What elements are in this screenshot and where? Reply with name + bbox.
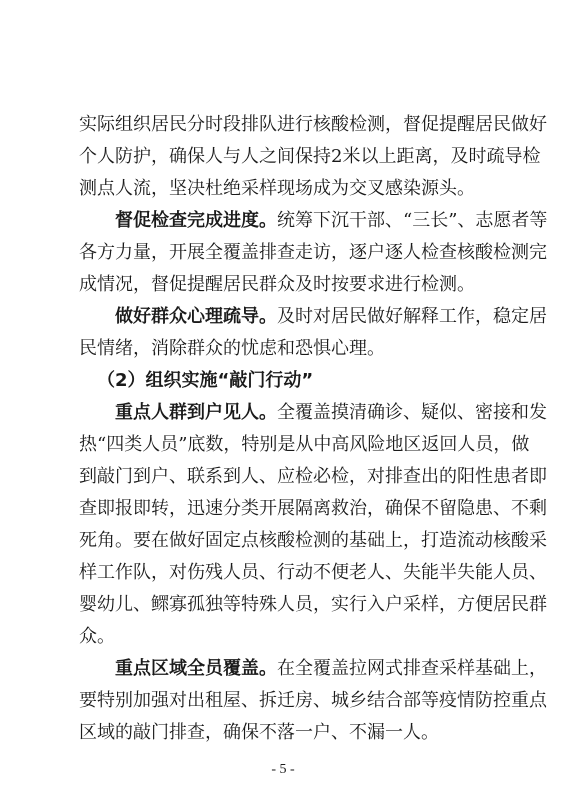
paragraph-heading: 重点人群到户见人。 — [115, 402, 277, 423]
paragraph-heading: 重点区域全员覆盖。 — [115, 658, 277, 679]
paragraph-first-line — [115, 657, 547, 681]
body-line: 测点人流，坚决杜绝采样现场成为交叉感染源头。 — [79, 178, 475, 199]
body-text: 全覆盖摸清确诊、疑似、密接和发 — [277, 402, 547, 423]
page-number: - 5 - — [271, 762, 295, 777]
body-text: 及时对居民做好解释工作，稳定居 — [277, 306, 547, 327]
paragraph-first-line — [115, 305, 547, 329]
body-line: 实际组织居民分时段排队进行核酸检测，督促提醒居民做好 — [79, 114, 547, 135]
body-line: 成情况，督促提醒居民群众及时按要求进行检测。 — [79, 274, 475, 295]
body-line: 各方力量，开展全覆盖排查走访，逐户逐人检查核酸检测完 — [79, 242, 547, 263]
paragraph-heading: 做好群众心理疏导。 — [115, 306, 277, 327]
body-line: 民情绪，消除群众的忧虑和恐惧心理。 — [79, 338, 385, 359]
paragraph-first-line — [115, 209, 548, 233]
body-line: 死角。要在做好固定点核酸检测的基础上，打造流动核酸采 — [79, 530, 547, 551]
body-line: 众。 — [79, 626, 115, 647]
body-line: 查即报即转，迅速分类开展隔离救治，确保不留隐患、不剩 — [79, 498, 547, 519]
section-title: （2）组织实施“敲门行动” — [97, 370, 314, 391]
body-text: 统筹下沉干部、“三长”、志愿者等 — [277, 210, 548, 231]
body-line: 要特别加强对出租屋、拆迁房、城乡结合部等疫情防控重点 — [79, 690, 547, 711]
body-line: 婴幼儿、鳏寡孤独等特殊人员，实行入户采样，方便居民群 — [79, 594, 547, 615]
body-line: 样工作队，对伤残人员、行动不便老人、失能半失能人员、 — [79, 562, 547, 583]
body-line: 热“四类人员”底数，特别是从中高风险地区返回人员，做 — [79, 434, 530, 455]
paragraph-heading: 督促检查完成进度。 — [115, 210, 277, 231]
body-text: 在全覆盖拉网式排查采样基础上， — [277, 658, 547, 679]
body-line: 区域的敲门排查，确保不落一户、不漏一人。 — [79, 722, 439, 743]
body-line: 个人防护，确保人与人之间保持2米以上距离，及时疏导检 — [79, 146, 541, 167]
paragraph-first-line — [115, 401, 547, 425]
body-line: 到敲门到户、联系到人、应检必检，对排查出的阳性患者即 — [79, 466, 547, 487]
